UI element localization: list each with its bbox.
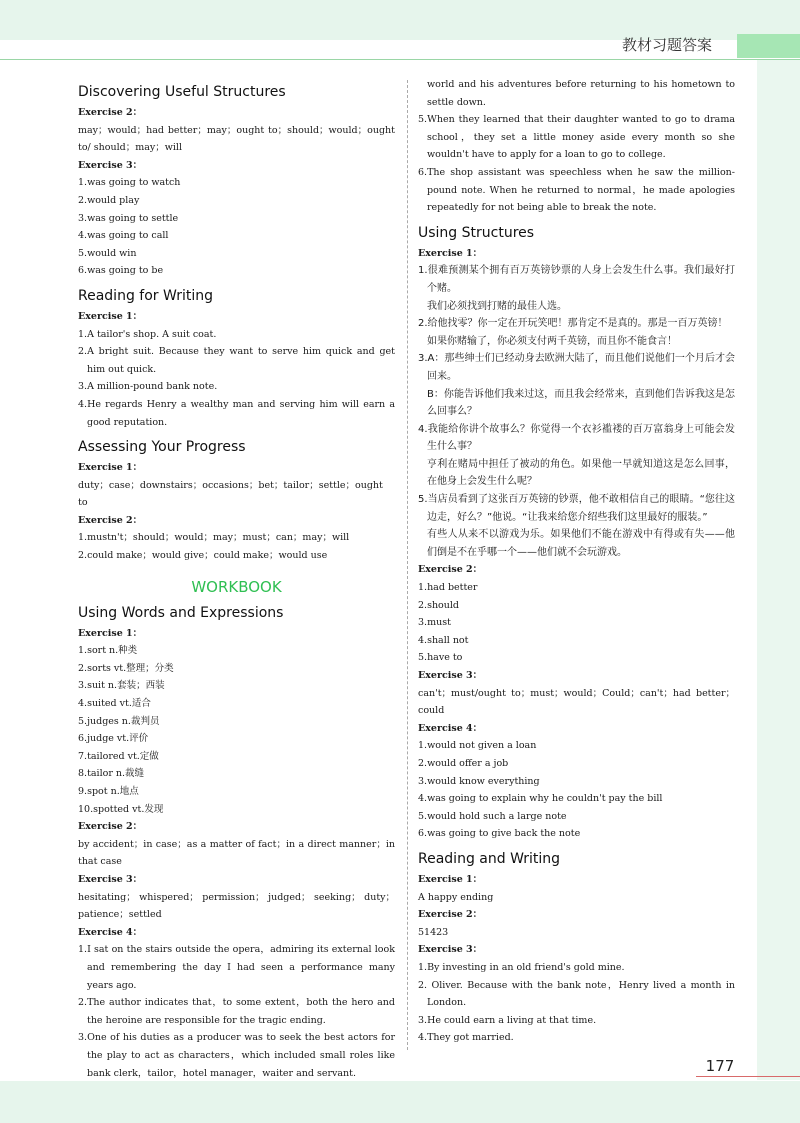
- translation-item: 4.我能给你讲个故事么？你觉得一个衣衫褴褛的百万富翁身上可能会发生什么事？: [418, 423, 735, 453]
- translation-item: 3.A：那些绅士们已经动身去欧洲大陆了，而且他们说他们一个月后才会回来。: [418, 353, 735, 382]
- answer-continuation: world and his adventures before returning to his hometown to settle down.: [427, 79, 735, 108]
- answer-item: 7.tailored vt.定做: [78, 750, 159, 762]
- answer-item: 1.mustn't；should；would；may；must；can；may；will: [78, 532, 350, 544]
- header-tab: [737, 34, 800, 58]
- exercise-label: Exercise 2：: [78, 514, 143, 526]
- answer-item: 2.A bright suit. Because they want to serve him quick and get him out quick.: [78, 346, 395, 375]
- bottom-band: [0, 1081, 800, 1123]
- answer-text: A happy ending: [418, 891, 494, 903]
- exercise-label: Exercise 1：: [78, 627, 143, 639]
- answer-item: 4.They got married.: [418, 1032, 514, 1044]
- answer-item: 3.A million-pound bank note.: [78, 381, 218, 393]
- exercise-label: Exercise 2：: [78, 107, 143, 118]
- translation-line: B：你能告诉他们我来过这，而且我会经常来，直到他们告诉我这是怎么回事么？: [427, 388, 735, 418]
- right-column: [418, 76, 735, 1047]
- section-heading: Using Structures: [418, 224, 535, 241]
- answer-item: 4.was going to call: [78, 230, 169, 242]
- section-heading: Discovering Useful Structures: [78, 84, 286, 100]
- answer-item: 5.judges n.裁判员: [78, 715, 160, 727]
- answer-item: 3.was going to settle: [78, 212, 179, 224]
- side-margin-band: [757, 60, 800, 1080]
- answer-item: 8.tailor n.裁缝: [78, 768, 145, 780]
- exercise-label: Exercise 3：: [418, 944, 483, 956]
- exercise-label: Exercise 2：: [418, 909, 483, 921]
- section-heading: Assessing Your Progress: [78, 439, 246, 456]
- exercise-label: Exercise 3：: [418, 670, 483, 681]
- header-rule: [0, 59, 800, 60]
- answer-text: hesitating； whispered； permission； judged； seeking； duty； patience；settled: [78, 891, 395, 921]
- exercise-label: Exercise 1：: [418, 247, 483, 259]
- answer-item: 3.would know everything: [418, 775, 540, 787]
- answer-item: 3.must: [418, 617, 451, 629]
- answer-item: 4.shall not: [418, 634, 469, 646]
- answer-item: 6.was going to give back the note: [418, 828, 581, 840]
- exercise-label: Exercise 2：: [78, 821, 143, 833]
- answer-text: may；would；had better；may；ought to；should；would；ought to/ should；may；will: [78, 124, 395, 154]
- answer-item: 9.spot n.地点: [78, 786, 139, 797]
- answer-item: 2.could make；would give；could make；would use: [78, 550, 328, 562]
- section-heading: Reading for Writing: [78, 287, 213, 304]
- answer-item: 1.By investing in an old friend's gold mine.: [418, 961, 625, 973]
- answer-item: 3.suit n.套装；西装: [78, 680, 165, 692]
- answer-text: can't；must/ought to；must；would；Could；can't；had better；could: [418, 687, 735, 717]
- translation-item: 2.给他找零？你一定在开玩笑吧！那肯定不是真的。那是一百万英镑！: [418, 318, 728, 330]
- workbook-heading: WORKBOOK: [191, 577, 282, 596]
- answer-item: 1.would not given a loan: [418, 740, 537, 752]
- answer-item: 2.would offer a job: [418, 757, 509, 769]
- answer-item: 5.When they learned that their daughter wanted to go to drama school，they set a little money aside every month so she wouldn't have to apply for a loan to go to college.: [418, 114, 735, 161]
- answer-item: 1.sort n.种类: [78, 645, 138, 657]
- translation-item: 5.当店员看到了这张百万英镑的钞票，他不敢相信自己的眼睛。“您往这边走，好么？”他说。“让我来给您介绍些我们这里最好的服装。”: [418, 494, 735, 523]
- answer-item: 2.should: [418, 599, 460, 611]
- answer-item: 5.would win: [78, 247, 137, 259]
- answer-item: 5.would hold such a large note: [418, 810, 567, 822]
- answer-item: 6.judge vt.评价: [78, 733, 149, 745]
- left-column: [78, 76, 395, 1117]
- answer-item: 1.had better: [418, 582, 478, 594]
- exercise-label: Exercise 4：: [78, 926, 143, 938]
- answer-item: 6.The shop assistant was speechless when he saw the million-pound note. When he returned to normal，he made apologies repeatedly for not being able to break the note.: [418, 166, 735, 214]
- exercise-label: Exercise 1：: [418, 873, 483, 885]
- column-divider: [407, 80, 408, 1050]
- page-number-rule: [696, 1076, 800, 1077]
- exercise-label: Exercise 3：: [78, 873, 143, 885]
- answer-item: 5.have to: [418, 652, 463, 664]
- section-heading: Reading and Writing: [418, 850, 561, 867]
- translation-line: 如果你赌输了，你必须支付两千英镑，而且你不能食言！: [427, 335, 677, 347]
- answer-item: 3.One of his duties as a producer was to seek the best actors for the play to act as characters，which included small roles like bank clerk，tailor，hotel manager，waiter and servant.: [78, 1032, 395, 1079]
- answer-text: by accident；in case；as a matter of fact；in a direct manner；in that case: [78, 838, 395, 868]
- translation-line: 亨利在赌局中担任了被动的角色。如果他一早就知道这是怎么回事，在他身上会发生什么呢？: [427, 458, 735, 488]
- translation-line: 有些人从来不以游戏为乐。如果他们不能在游戏中有得或有失——他们倒是不在乎哪一个——他们就不会玩游戏。: [427, 529, 735, 558]
- answer-item: 2.The author indicates that，to some extent，both the hero and the heroine are responsible for the tragic ending.: [78, 997, 395, 1026]
- translation-item: 1.很难预测某个拥有百万英镑钞票的人身上会发生什么事。我们最好打个赌。: [418, 265, 735, 294]
- answer-text: 51423: [418, 926, 449, 938]
- answer-item: 3.He could earn a living at that time.: [418, 1014, 597, 1026]
- answer-item: 2.would play: [78, 194, 140, 206]
- answer-item: 4.was going to explain why he couldn't pay the bill: [418, 793, 663, 805]
- exercise-label: Exercise 2：: [418, 564, 483, 576]
- answer-item: 2. Oliver. Because with the bank note，Henry lived a month in London.: [418, 979, 735, 1009]
- answer-text: duty；case；downstairs；occasions；bet；tailor；settle；ought to: [78, 479, 383, 509]
- answer-item: 1.A tailor's shop. A suit coat.: [78, 328, 217, 340]
- exercise-label: Exercise 4：: [418, 722, 483, 734]
- exercise-label: Exercise 3：: [78, 159, 143, 171]
- answer-item: 4.suited vt.适合: [78, 698, 151, 710]
- answer-item: 4.He regards Henry a wealthy man and serving him will earn a good reputation.: [78, 398, 395, 428]
- exercise-label: Exercise 1：: [78, 462, 143, 474]
- header-label: 教材习题答案: [622, 36, 713, 54]
- translation-line: 我们必须找到打赌的最佳人选。: [427, 300, 567, 312]
- section-heading: Using Words and Expressions: [78, 604, 284, 621]
- answer-item: 1.was going to watch: [78, 177, 181, 189]
- answer-item: 6.was going to be: [78, 265, 164, 277]
- exercise-label: Exercise 1：: [78, 310, 143, 322]
- answer-item: 2.sorts vt.整理；分类: [78, 662, 174, 674]
- answer-item: 1.I sat on the stairs outside the opera，admiring its external look and remembering the day I had seen a performance many years ago.: [78, 944, 395, 991]
- answer-item: 10.spotted vt.发现: [78, 803, 164, 815]
- page-number: 177: [705, 1057, 735, 1075]
